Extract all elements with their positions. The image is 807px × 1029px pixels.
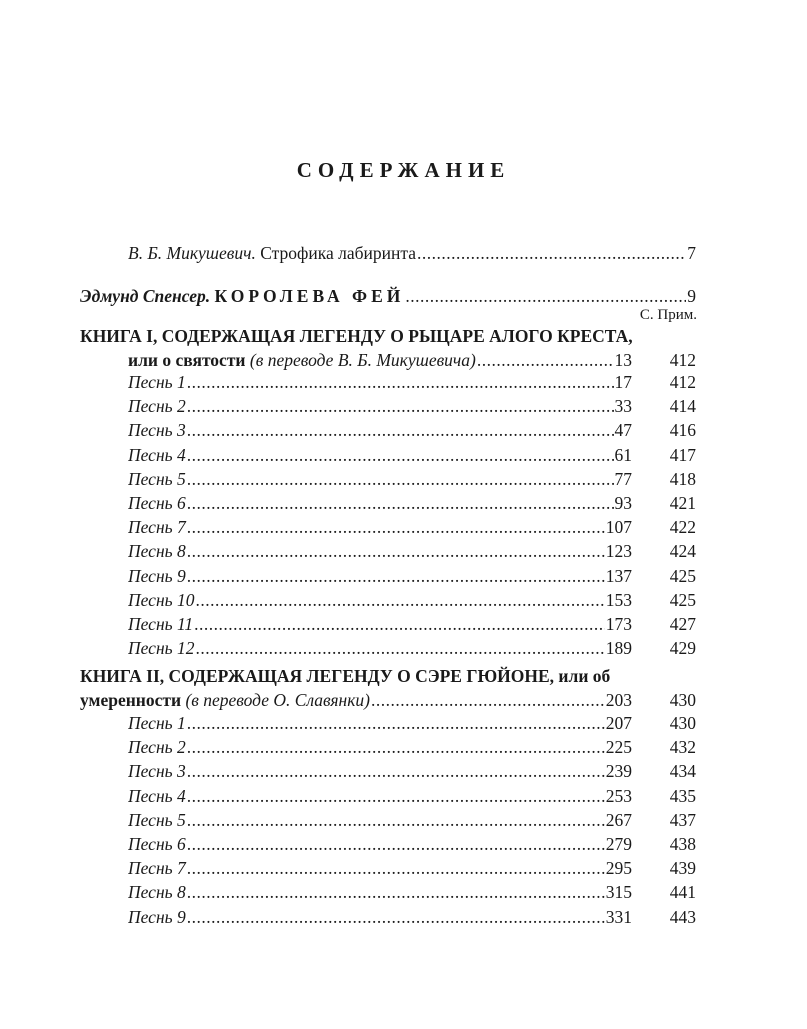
- toc-entry-canto[interactable]: [0, 442, 807, 468]
- toc-entry-canto[interactable]: [0, 635, 807, 661]
- toc-entry-canto[interactable]: [0, 538, 807, 564]
- canto-page: 137: [605, 565, 632, 586]
- dot-leader: [187, 710, 605, 736]
- dot-leader: [187, 538, 605, 564]
- book2-page: 203: [605, 690, 632, 710]
- columns-header: С. Прим.: [639, 307, 697, 323]
- toc-entry-canto[interactable]: [0, 879, 807, 905]
- dot-leader: [187, 369, 614, 395]
- dot-leader: [187, 904, 605, 930]
- book2-subtitle: умеренности: [80, 690, 182, 710]
- canto-label: Песнь 8: [128, 882, 186, 903]
- canto-label: Песнь 2: [128, 737, 186, 758]
- canto-note: 414: [669, 396, 696, 417]
- canto-note: 432: [669, 737, 696, 758]
- canto-label: Песнь 3: [128, 420, 186, 441]
- toc-entry-canto[interactable]: [0, 758, 807, 784]
- dot-leader: [195, 635, 604, 661]
- canto-page: 33: [614, 396, 632, 417]
- canto-note: 443: [669, 906, 696, 927]
- canto-note: 437: [669, 809, 696, 830]
- canto-page: 153: [605, 589, 632, 610]
- work-page: 9: [687, 286, 696, 306]
- dot-leader: [187, 563, 605, 589]
- toc-entry-intro[interactable]: [0, 240, 807, 266]
- toc-entry-canto[interactable]: [0, 855, 807, 881]
- canto-label: Песнь 4: [128, 785, 186, 806]
- canto-note: 425: [669, 589, 696, 610]
- canto-page: 77: [614, 468, 632, 489]
- dot-leader: [195, 587, 604, 613]
- canto-label: Песнь 7: [128, 517, 186, 538]
- book1-translator: (в переводе В. Б. Микушевича): [249, 350, 476, 370]
- canto-label: Песнь 6: [128, 834, 186, 854]
- toc-entry-canto[interactable]: [0, 393, 807, 419]
- canto-label: Песнь 2: [128, 396, 186, 417]
- canto-label: Песнь 6: [128, 493, 186, 513]
- dot-leader: [187, 734, 605, 760]
- canto-note: 421: [669, 493, 696, 513]
- canto-label: Песнь 8: [128, 541, 186, 562]
- book1-subtitle: или о святости: [128, 350, 246, 370]
- canto-page: 331: [605, 906, 632, 927]
- toc-entry-canto[interactable]: [0, 710, 807, 736]
- canto-page: 93: [614, 493, 632, 513]
- dot-leader: [187, 855, 605, 881]
- canto-note: 425: [669, 565, 696, 586]
- canto-label: Песнь 12: [128, 638, 195, 659]
- canto-note: 434: [669, 761, 696, 782]
- toc-entry-canto[interactable]: [0, 831, 807, 857]
- dot-leader: [187, 514, 605, 540]
- canto-page: 253: [605, 785, 632, 806]
- canto-page: 239: [605, 761, 632, 782]
- canto-page: 207: [605, 713, 632, 733]
- toc-entry-canto[interactable]: [0, 807, 807, 833]
- canto-note: 424: [669, 541, 696, 562]
- canto-note: 412: [669, 372, 696, 392]
- book2-heading: КНИГА II, СОДЕРЖАЩАЯ ЛЕГЕНДУ О СЭРЕ ГЮЙОНЕ, или об: [80, 666, 611, 686]
- book1-heading: КНИГА I, СОДЕРЖАЩАЯ ЛЕГЕНДУ О РЫЦАРЕ АЛОГО КРЕСТА,: [80, 326, 633, 346]
- canto-page: 267: [605, 809, 632, 830]
- dot-leader: [187, 831, 605, 857]
- canto-note: 435: [669, 785, 696, 806]
- intro-page: 7: [687, 243, 696, 263]
- intro-title: Строфика лабиринта: [260, 243, 416, 263]
- canto-label: Песнь 3: [128, 761, 186, 782]
- dot-leader: [187, 879, 605, 905]
- book2-translator: (в переводе О. Славянки): [185, 690, 370, 710]
- canto-label: Песнь 7: [128, 858, 186, 879]
- dot-leader: [187, 490, 614, 516]
- toc-entry-canto[interactable]: [0, 466, 807, 492]
- canto-note: 417: [669, 444, 696, 465]
- canto-label: Песнь 9: [128, 906, 186, 927]
- canto-page: 279: [605, 834, 632, 854]
- work-author: Эдмунд Спенсер.: [80, 286, 211, 306]
- dot-leader: [187, 417, 614, 443]
- dot-leader: [187, 442, 614, 468]
- canto-page: 107: [605, 517, 632, 538]
- toc-entry-canto[interactable]: [0, 514, 807, 540]
- canto-note: 427: [669, 614, 696, 634]
- intro-author: В. Б. Микушевич.: [128, 243, 256, 263]
- canto-page: 123: [605, 541, 632, 562]
- canto-label: Песнь 1: [128, 713, 186, 733]
- canto-note: 430: [669, 713, 696, 733]
- canto-label: Песнь 4: [128, 444, 186, 465]
- toc-entry-canto[interactable]: [0, 369, 807, 395]
- canto-label: Песнь 5: [128, 809, 186, 830]
- canto-page: 47: [614, 420, 632, 441]
- dot-leader: [194, 611, 605, 637]
- toc-entry-canto[interactable]: [0, 904, 807, 930]
- toc-entry-canto[interactable]: [0, 611, 807, 637]
- dot-leader: [187, 758, 605, 784]
- canto-label: Песнь 11: [128, 614, 194, 634]
- dot-leader: [187, 466, 614, 492]
- canto-page: 17: [614, 372, 632, 392]
- canto-note: 416: [669, 420, 696, 441]
- toc-entry-canto[interactable]: [0, 417, 807, 443]
- dot-leader: [187, 807, 605, 833]
- book1-note: 412: [669, 350, 696, 370]
- toc-entry-canto[interactable]: [0, 490, 807, 516]
- canto-page: 189: [605, 638, 632, 659]
- toc-entry-canto[interactable]: [0, 783, 807, 809]
- dot-leader: [187, 783, 605, 809]
- book1-page: 13: [614, 350, 632, 370]
- canto-note: 418: [669, 468, 696, 489]
- book2-note: 430: [669, 690, 696, 710]
- canto-page: 225: [605, 737, 632, 758]
- dot-leader: [187, 393, 614, 419]
- canto-page: 315: [605, 882, 632, 903]
- canto-note: 422: [669, 517, 696, 538]
- canto-note: 441: [669, 882, 696, 903]
- canto-label: Песнь 10: [128, 589, 195, 610]
- work-title: КОРОЛЕВА ФЕЙ: [214, 286, 405, 306]
- canto-label: Песнь 1: [128, 372, 186, 392]
- dot-leader: [417, 240, 686, 266]
- canto-page: 295: [605, 858, 632, 879]
- canto-page: 173: [605, 614, 632, 634]
- canto-label: Песнь 9: [128, 565, 186, 586]
- toc-entry-canto[interactable]: [0, 563, 807, 589]
- canto-note: 439: [669, 858, 696, 879]
- toc-entry-canto[interactable]: [0, 587, 807, 613]
- canto-label: Песнь 5: [128, 468, 186, 489]
- page-title: СОДЕРЖАНИЕ: [296, 158, 511, 182]
- canto-page: 61: [614, 444, 632, 465]
- toc-entry-canto[interactable]: [0, 734, 807, 760]
- canto-note: 438: [669, 834, 696, 854]
- canto-note: 429: [669, 638, 696, 659]
